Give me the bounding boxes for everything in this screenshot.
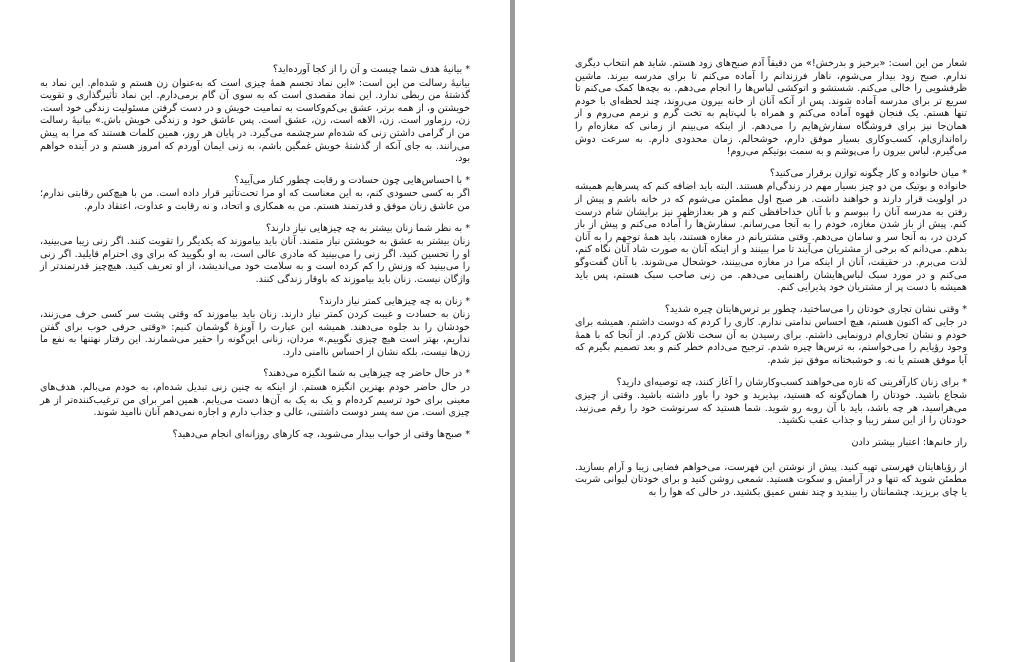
answer-paragraph: از رؤیاهایتان فهرستی تهیه کنید. پیش از نوشتن این فهرست، می‌خواهم فضایی زیبا و آرام بسازید. مطمئن شوید که تنها و در آرامش و سکوت هستید. شمعی روشن کنید و برای خودتان لیوانی شربت یا چای بریزید. چشمانتان را ببندید و چند نفس عمیق بکشید. در حالی که هوا را به <box>575 461 967 498</box>
text-block <box>575 462 967 500</box>
question-heading: * میان خانواده و کار چگونه توازن برقرار می‌کنید؟ <box>769 167 967 179</box>
text-block <box>575 437 967 450</box>
question-heading: * صبح‌ها وقتی از خواب بیدار می‌شوید، چه کارهای روزانه‌ای انجام می‌دهید؟ <box>172 428 470 440</box>
answer-paragraph: شعار من این است: «برخیز و بدرخش!» من دقیقاً آدم صبح‌های زود هستم. شاید هم انتخاب دیگری ندارم. صبح زود بیدار می‌شوم، ناهار فرزندانم را آماده می‌کنم تا برای مدرسه بیرند. ماشین ظرفشویی را خالی می‌کنم. شستشو و اتوکشی لباس‌ها را انجام می‌دهم. به بچه‌ها کمک می‌کنم تا سریع تر برای مدرسه آماده شوند. پس از آنکه آنان از خانه بیرون می‌روند، چند لحظه‌ای با خودم تنها هستم. یک فنجان قهوه آماده می‌کنم و همراه با لپ‌تاپم به تخت گرم و نرمم می‌روم و از همان‌جا نیز برای فروشگاه سفارش‌هایم را می‌دهم. از اینکه می‌بینم از زمانی که مغازه‌ام را راه‌اندازی‌ام، کسب‌وکاری بسیار موفق دارم، خوشحالم. زمان محدودی دارم. به سرعت دوش می‌گیرم، لباس بیرون را می‌پوشم و به سمت بوتیکم می‌روم! <box>575 58 967 158</box>
question-heading: * برای زنان کارآفرینی که تازه می‌خواهند کسب‌وکارشان را آغاز کنند، چه توصیه‌ای دارید؟ <box>616 376 967 388</box>
question-heading: * بیانیهٔ هدف شما چیست و آن را از کجا آورده‌اید؟ <box>272 64 470 75</box>
answer-paragraph: در حال حاضر خودم بهترین انگیزه هستم. از اینکه به چنین زنی تبدیل شده‌ام، به خودم می‌بالم. هدف‌های معینی برای خود ترسیم کرده‌ام و یک به یک به آن‌ها دست می‌یابم. همین امر برای من ترغیب‌کننده‌تر از هر چیزی است. من سه پسر دوست داشتنی، عالی و جذاب دارم و اجازه نمی‌دهم آنان ناامید شوند. <box>40 382 470 419</box>
answer-paragraph: بیانیهٔ رسالت من این است: «این نماد تجسم همهٔ چیزی است که به‌عنوان زن هستم و شده‌ام. این نماد به گذشتهٔ من ربطی ندارد. این نماد مقصدی است که به سوی آن گام برمی‌دارم. این نماد تأثیرگذاری و تقویت خویشتن و، از همه برتر، عشق بی‌کم‌وکاست به تمامیت خویش و در دست گرفتن مسئولیت زندگی خود است. زن، رزماور است. زن، الاهه است، زن، عشق است. پس عاشق خود و زندگی خویش باش.» بیانیهٔ رسالت من از گرامی داشتن زنی که شده‌ام سرچشمه می‌گیرد. در پایان هر روز، همین کلمات هستند که مرا به پیش می‌رانند. به جای آنکه از گذشتهٔ خویش غمگین باشم، به زنی ایمان آوردم که امروز هستم و در آینده خواهم بود. <box>40 77 470 165</box>
answer-paragraph: زنان به حسادت و غیبت کردن کمتر نیاز دارند. زنان باید بیاموزند که وقتی پشت سر کسی حرف می‌زنند، خودشان را بد جلوه می‌دهند. همیشه این عبارت را آویزهٔ گوشمان کنیم: «وقتی حرفی خوب برای گفتن نداریم، بهتر است هیچ چیزی نگوییم.» مردان، زنانی این‌گونه را حقیر می‌شمارند. این رفتار نهتنها به نفع ما زن‌ها نیست، بلکه نشان از احساس ناامنی دارد. <box>40 309 470 358</box>
answer-paragraph: در جایی که اکنون هستم، هیچ احساس ندامتی ندارم. کاری را کردم که دوست داشتم. همیشه برای خودم و نشان تجاری‌ام درونمایی داشتم. برای رسیدن به آن سخت تلاش کردم. از آنجا که با همهٔ وجود رؤیایم را می‌خواستم، به ترس‌ها چیره شدم. ترجیح می‌دادم خطر کنم و بعد تصمیم بگیرم که آیا موفق هستم یا نه. و خوشبختانه موفق نیز شدم. <box>575 317 967 367</box>
question-heading: * وقتی نشان تجاری خودتان را می‌ساختید، چطور بر ترس‌هایتان چیره شدید؟ <box>664 303 967 315</box>
answer-paragraph: اگر به کسی حسودی کنم، به این معناست که او مرا تحت‌تأثیر قرار داده است. من با هیچ‌کس رقابتی ندارم؛ من عاشق زنان موفق و قدرتمند هستم. من به همکاری و اتحاد، و نه رقابت و عداوت، اعتقاد دارم. <box>40 188 470 212</box>
text-block <box>40 223 470 287</box>
document-page-left <box>0 0 510 662</box>
question-heading: * با احساس‌هایی چون حسادت و رقابت چطور کنار می‌آیید؟ <box>234 174 470 186</box>
page-text-right <box>575 58 967 508</box>
answer-paragraph: شجاع باشید. خودتان را همان‌گونه که هستید، بپذیرید و خود را باور داشته باشید. وقتی از چیزی می‌هراسید، هر چه باشد، باید با آن روبه رو شوید. شما هستید که سرنوشت خود را رقم می‌زنید. خودتان را از این سفر زیبا و جذاب عقب نکشید. <box>575 390 967 427</box>
text-block <box>575 304 967 368</box>
document-page-right <box>515 0 1028 662</box>
text-block <box>575 168 967 295</box>
answer-paragraph: خانواده و بوتیک من دو چیز بسیار مهم در زندگی‌ام هستند. البته باید اضافه کنم که پسرهایم همیشه در اولویت قرار دارند و خواهند داشت. هر صبح اول مطمئن می‌شوم که در خانه باشم و پیش از رفتن به مدرسه آنان را ببوسم و با آنان خداحافظی کنم و هر بعدازظهر نیز برایشان شام درست کنم. پیش از باز شدن مغازه، خودم را به آنجا می‌رسانم. سفارش‌ها را آماده می‌کنم و پیش از باز کردن در، به آنجا سر و سامان می‌دهم. وقتی مشتریانم در مغازه هستند، باید همهٔ توجهم را به آنان بدهم. می‌دانم که برخی از مشتریان می‌آیند تا مرا ببینند و از اینکه آنان به صورت شاد آنان نگاه کنم، لذت می‌برم. در حقیقت، آنان از اینکه مرا در مغازه می‌بینند، خوشحال می‌شوند. با آنان گفت‌وگو می‌کنم و در مورد سبک لباس‌هایشان راهنمایی می‌دهم. من زنی صاحب سبک هستم، پس باید همیشه با دست پر از مشتریان خود پذیرایی کنم. <box>575 181 967 294</box>
question-heading: * به نظر شما زنان بیشتر به چه چیزهایی نیاز دارند؟ <box>265 222 470 234</box>
section-title: راز خانم‌ها: اعتبار بیشتر دادن <box>851 437 967 449</box>
text-block <box>40 175 470 214</box>
text-block <box>40 429 470 442</box>
text-block <box>40 296 470 360</box>
text-block <box>40 64 470 166</box>
page-text-left <box>40 64 470 450</box>
text-block <box>575 58 967 159</box>
question-heading: * در حال حاضر چه چیزهایی به شما انگیزه می‌دهند؟ <box>263 368 470 380</box>
text-block <box>40 368 470 419</box>
question-heading: * زنان به چه چیزهایی کمتر نیاز دارند؟ <box>319 295 470 307</box>
text-block <box>575 377 967 428</box>
answer-paragraph: زنان بیشتر به عشق به خویشتن نیاز متمند. آنان باید بیاموزند که یکدیگر را تقویت کنند. اگر زنی زیبا می‌بینید، او را تحسین کنید. اگر زنی را می‌بینید که مادری عالی است، به او بگویید که برای وی احترام قایلید. اگر زنی را می‌بینید که وزنش را کم کرده است و به سلامت خود می‌اندیشد، از او تعریف کنید. هیچ‌چیز قدرتمندتر از واژگان نیست. زنان باید بیاموزند که باوقار زندگی کنند. <box>40 236 470 285</box>
